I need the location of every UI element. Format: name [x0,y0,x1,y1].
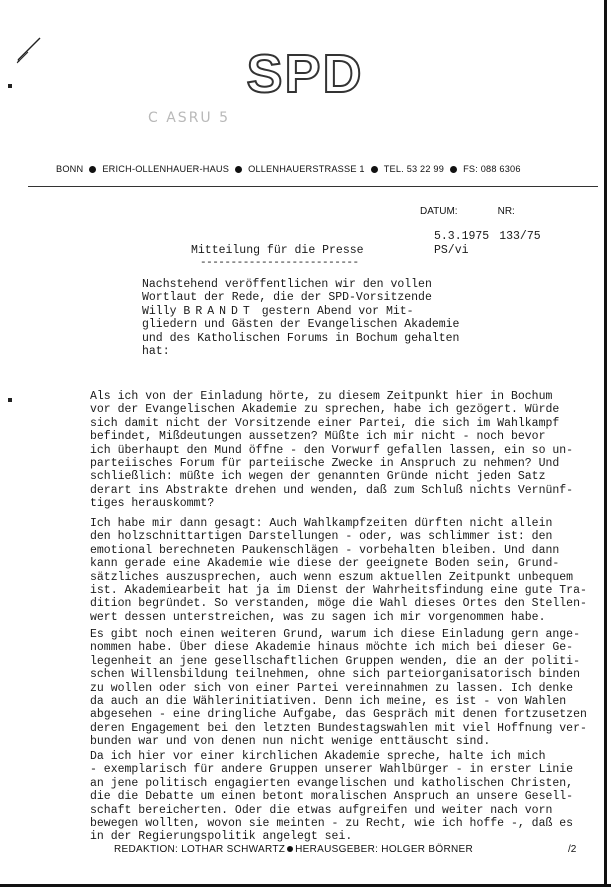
text-line: zu wollen oder sich von einer Partei vereinnahmen zu lassen. Ich denke [90,681,574,695]
text-line: ich überhaupt den Mund öffne - den Vorwurf gefallen lassen, ein so un- [90,443,574,457]
punch-hole-mark [8,398,12,402]
bullet-icon [89,166,96,173]
pen-stroke-mark [14,30,54,70]
press-release-title: Mitteilung für die Presse [191,244,364,257]
text-line: vor der Evangelischen Akademie zu sprechen, habe ich gezögert. Würde [90,403,560,417]
speaker-first-name: Willy [142,304,177,318]
intro-line: Wortlaut der Rede, die der SPD-Vorsitzende [142,291,432,305]
text-line: legenheit an jene gesellschaftlichen Gruppen wenden, die an der politi- [90,654,580,668]
text-line: befindet, Mißdeutungen aussetzen? Müßte ich mir nicht - noch bevor [90,430,546,444]
editor-credit: REDAKTION: LOTHAR SCHWARTZ [114,844,286,855]
intro-line: gliedern und Gästen der Evangelischen Akademie [142,318,460,332]
text-line: die die Debatte um einen betont moralischen Anspruch an unsere Gesell- [90,790,574,804]
text-line: Da ich hier vor einer kirchlichen Akademie spreche, halte ich mich [90,750,546,763]
text-line: - exemplarisch für andere Gruppen unserer Wahlbürger - in erster Linie [90,763,574,777]
text-line: an jene politisch engagierten evangelischen und katholischen Christen, [90,776,574,790]
text-line: schen Willensbildung teilnehmen, ohne sich parteiorganisatorisch binden [90,668,580,682]
text-line: Ich habe mir dann gesagt: Auch Wahlkampfzeiten dürften nicht allein [90,517,553,530]
footer-credits [114,844,473,855]
date-value: 5.3.1975 [434,230,490,243]
text-line: bewegen wollten, wovon sie meinten - zu Recht, wie ich hoffe -, daß es [90,817,574,831]
city: BONN [56,164,84,174]
number-value: 133/75 [499,230,541,243]
text-line: emotional berechneten Paukenschlägen - vorbehalten bleiben. Und dann [90,543,560,557]
text-line: tiges herauskommt? [90,497,215,511]
bullet-icon [235,166,242,173]
spd-logo [230,44,380,104]
intro-line-rest: gestern Abend vor Mit- [261,304,414,318]
building: ERICH-OLLENHAUER-HAUS [102,164,230,174]
text-line: sich damit nicht der Vorsitzende einer Partei, die sich im Wahlkampf [90,416,560,430]
text-line: kann gerade eine Akademie wie diese der geeignete Boden sein, Grund- [90,557,560,571]
text-line: dition begründet. So verstanden, möge die Wahl dieses Ortes den Stellen- [90,597,587,611]
intro-line: hat: [142,345,170,359]
text-line: deren Engagement bei den letzten Bundestagswahlen mit viel Hoffnung ver- [90,721,587,735]
text-line: in der Regierungspolitik angelegt sei. [90,830,353,844]
text-line: Als ich von der Einladung hörte, zu diesem Zeitpunkt hier in Bochum [90,390,553,403]
text-line: wert dessen unterstreichen, was zu sagen ich mir vorgenommen habe. [90,610,546,624]
svg-text:SPD: SPD [246,44,364,104]
datum-label: DATUM: [420,206,458,217]
text-line: nommen habe. Über diese Akademie hinaus möchte ich mich bei dieser Ge- [90,641,574,655]
text-line: parteiisches Forum für parteiische Zwecke in Anspruch zu nehmen? Und [90,457,560,471]
text-line: schließlich: müßte ich wegen der genannten Gründe nicht jeden Satz [90,470,546,484]
publisher-credit: HERAUSGEBER: HOLGER BÖRNER [295,844,473,855]
text-line: schaft bereicherten. Oder die etwas aufgreifen und weiter nach vorn [90,803,553,817]
scan-border-right [604,0,607,887]
meta-labels [420,206,515,217]
bullet-icon [371,166,378,173]
letterhead-address [56,164,576,174]
text-line: da auch an die Wählerinitiativen. Denn ich meine, es ist - von Wahlen [90,695,567,709]
nr-label: NR: [497,206,515,217]
meta-values [434,230,541,258]
speech-paragraph-3 [90,628,590,749]
page-continuation: /2 [568,844,577,855]
title-underline: -------------------------- [200,257,359,269]
intro-line: und des Katholischen Forums in Bochum gehalten [142,331,460,345]
text-line: sätzliches auszusprechen, auch wenn eszum aktuellen Zeitpunkt unbequem [90,570,574,584]
punch-hole-mark [8,84,12,88]
speech-paragraph-4 [90,750,590,844]
text-line: Es gibt noch einen weiteren Grund, warum ich diese Einladung gern ange- [90,628,580,641]
faded-stamp-text: C ASRU 5 [148,110,231,126]
intro-block [142,278,482,358]
speech-paragraph-2 [90,517,590,624]
street: OLLENHAUERSTRASSE 1 [248,164,365,174]
text-line: den holzschnittartigen Darstellungen - oder, was schlimmer ist: den [90,530,553,544]
telephone: TEL. 53 22 99 [383,164,445,174]
telex: FS: 088 6306 [463,164,521,174]
intro-line: Nachstehend veröffentlichen wir den vollen [142,278,432,291]
text-line: abgesehen - eine dringliche Aufgabe, das Gespräch mit denen fortzusetzen [90,708,587,722]
initials: PS/vi [434,244,469,257]
header-rule [28,186,598,187]
speech-paragraph-1 [90,390,590,511]
speaker-last-name: BRANDT [183,304,255,318]
bullet-icon [450,166,457,173]
intro-line [142,305,482,318]
text-line: derart ins Abstrakte drehen und wenden, daß zum Schluß nichts Vernünf- [90,483,574,497]
bullet-icon [287,846,293,852]
text-line: bunden war und von denen nun nicht wenige enttäuscht sind. [90,735,491,749]
text-line: ist. Akademiearbeit hat ja im Dienst der Wahrheitsfindung eine gute Tra- [90,584,587,598]
